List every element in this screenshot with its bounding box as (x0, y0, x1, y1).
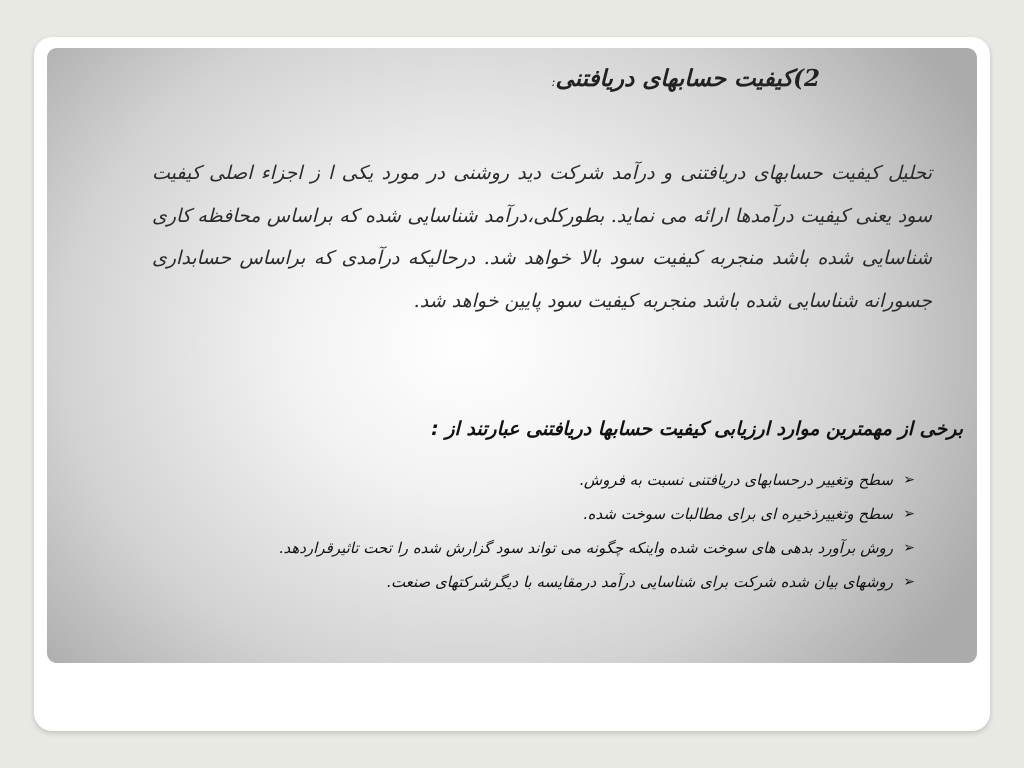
bullet-item (215, 531, 915, 565)
title-colon: : (551, 75, 556, 89)
section-subheading: برخی از مهمترین موارد ارزیابی کیفیت حسابها دریافتنی عبارتند از : (431, 418, 963, 440)
arrow-bullet-icon: ➢ (903, 472, 915, 488)
body-paragraph: تحلیل کیفیت حسابهای دریافتنی و درآمد شرکت دید روشنی در مورد یکی ا ز اجزاء اصلی کیفیت سود یعنی کیفیت درآمدها ارائه می نماید. بطورکلی،درآمد شناسایی شده که براساس محافظه کاری شناسایی شده باشد منجربه کیفیت سود بالا خواهد شد. درحالیکه درآمدی که براساس حسابداری جسورانه شناسایی شده باشد منجربه کیفیت سود پایین خواهد شد. (152, 162, 932, 312)
arrow-bullet-icon: ➢ (903, 506, 915, 522)
bullet-text: روش برآورد بدهی های سوخت شده واینکه چگونه می تواند سود گزارش شده را تحت تاثیرقراردهد. (278, 539, 893, 557)
bullet-item (215, 565, 915, 599)
arrow-bullet-icon: ➢ (903, 574, 915, 590)
bullet-text: سطح وتغییر درحسابهای دریافتنی نسبت به فروش. (579, 471, 893, 489)
slide-title (220, 65, 820, 92)
arrow-bullet-icon: ➢ (903, 540, 915, 556)
bullet-item (215, 463, 915, 497)
bullet-text: سطح وتغییرذخیره ای برای مطالبات سوخت شده. (582, 505, 893, 523)
bullet-item (215, 497, 915, 531)
slide-content-panel (47, 48, 977, 663)
bullet-list (215, 463, 915, 599)
bullet-text: روشهای بیان شده شرکت برای شناسایی درآمد درمقایسه با دیگرشرکتهای صنعت. (386, 573, 893, 591)
title-text: 2)کیفیت حسابهای دریافتنی (555, 65, 820, 92)
